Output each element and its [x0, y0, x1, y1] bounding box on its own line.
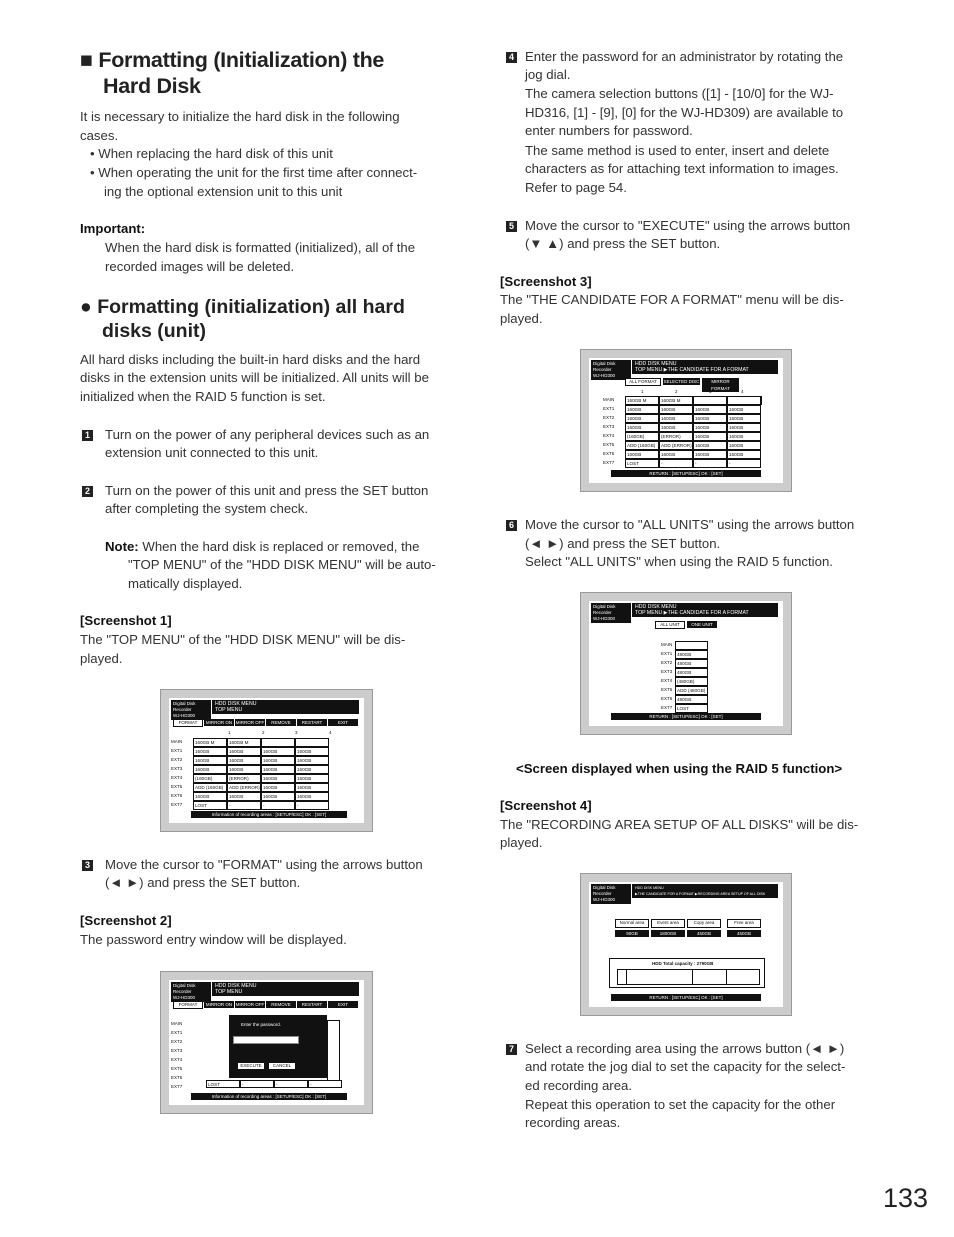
disk-cell[interactable]: (ERROR)	[227, 774, 261, 783]
disk-cell[interactable]	[727, 396, 761, 405]
disk-cell[interactable]: 160GB	[295, 792, 329, 801]
one-unit-tab[interactable]: ONE UNIT	[687, 621, 717, 628]
disk-cell[interactable]: 160GB	[727, 450, 761, 459]
row-label: EXT5	[171, 1066, 183, 1071]
disk-cell[interactable]: -	[693, 459, 727, 468]
row-label: EXT3	[661, 669, 673, 674]
copy-area-value: 450GB	[687, 930, 721, 937]
step-2-line2: after completing the system check.	[105, 501, 309, 516]
step-2-number: 2	[82, 486, 93, 497]
step-3-line1: Move the cursor to "FORMAT" using the arrows button	[105, 857, 423, 872]
row-label: EXT6	[171, 1075, 183, 1080]
restart-button[interactable]: RESTART	[297, 1001, 327, 1008]
disk-cell[interactable]: 160GB M	[193, 738, 227, 747]
screenshot-4-recording-area: Digital Disk Recorder WJ-HD300 HDD DISK MENU ▶THE CANDIDATE FOR A FORMAT ▶RECORDING AREA SETUP OF ALL DISK Normal area Event area Copy area Free area 90GB 1800GB 450GB 450GB HDD Total capacity : 2790GB RETURN : [SETUP/ESC] OK : [SET]	[580, 873, 792, 1016]
screenshot-1-label: [Screenshot 1]	[80, 613, 172, 628]
remove-button[interactable]: REMOVE	[266, 719, 296, 726]
disk-cell[interactable]: 160GB	[625, 414, 659, 423]
row-label: MAIN	[171, 739, 183, 744]
event-area-button[interactable]: Event area	[651, 919, 685, 928]
step-2-line1: Turn on the power of this unit and press the SET button	[105, 483, 429, 498]
step-7-number: 7	[506, 1044, 517, 1055]
exit-button[interactable]: EXIT	[328, 1001, 358, 1008]
disk-cell[interactable]: -	[261, 801, 295, 810]
disk-cell[interactable]: -	[727, 459, 761, 468]
circle-bullet-icon: ●	[80, 296, 92, 318]
step-4-number: 4	[506, 52, 517, 63]
disk-cell[interactable]	[295, 738, 329, 747]
important-line2: recorded images will be deleted.	[105, 259, 295, 274]
unit-cell[interactable]: 480GB	[675, 668, 708, 677]
unit-cell[interactable]: (480GB)	[675, 677, 708, 686]
row-label: EXT5	[603, 442, 615, 447]
row-label: EXT2	[661, 660, 673, 665]
screenshot-4-label: [Screenshot 4]	[500, 798, 592, 813]
row-label: EXT4	[171, 1057, 183, 1062]
unit-cell[interactable]: 480GB	[675, 650, 708, 659]
step-6-number: 6	[506, 520, 517, 531]
disk-cell[interactable]: 160GB	[261, 774, 295, 783]
disk-cell[interactable]: ADD (ERROR)	[229, 785, 260, 790]
disk-cell[interactable]: 160GB	[261, 792, 295, 801]
normal-area-value: 90GB	[615, 930, 649, 937]
section-title: ■ Formatting (Initialization) the	[80, 48, 385, 72]
disk-cell[interactable]: ADD (160GB)	[625, 441, 659, 450]
disk-cell[interactable]: 160GB	[227, 747, 261, 756]
format-button[interactable]: FORMAT	[173, 1001, 203, 1009]
disk-cell[interactable]: 160GB	[727, 423, 761, 432]
row-label: EXT6	[661, 696, 673, 701]
disk-cell[interactable]: 160GB	[227, 756, 261, 765]
disk-cell[interactable]: 160GB	[261, 765, 295, 774]
disk-cell[interactable]: 160GB M	[625, 396, 659, 405]
disk-cell[interactable]	[693, 396, 727, 405]
disk-cell[interactable]	[261, 738, 295, 747]
intro-line1: It is necessary to initialize the hard disk in the following	[80, 109, 400, 124]
row-label: EXT1	[171, 748, 183, 753]
disk-cell[interactable]: 160GB	[295, 774, 329, 783]
disk-cell[interactable]: 160GB	[227, 792, 261, 801]
footer-info: Information of recording areas : [SETUP/ESC] OK : [SET]	[191, 811, 347, 818]
allhd-line2: disks in the extension units will be initialized. All units will be	[80, 370, 429, 385]
row-label: EXT3	[603, 424, 615, 429]
hdd-total-box: HDD Total capacity : 2790GB	[609, 958, 765, 988]
screenshot-3-label: [Screenshot 3]	[500, 274, 592, 289]
disk-cell[interactable]: 160GB	[659, 405, 693, 414]
bullet-1: • When replacing the hard disk of this unit	[90, 146, 333, 161]
return-footer: RETURN : [SETUP/ESC] OK : [SET]	[611, 994, 761, 1001]
note-line2: "TOP MENU" of the "HDD DISK MENU" will be auto-	[128, 557, 436, 572]
disk-cell[interactable]: ADD (ERROR)	[661, 443, 692, 448]
step-3-number: 3	[82, 860, 93, 871]
screenshot-3-candidate: Digital Disk Recorder WJ-HD300 HDD DISK MENU TOP MENU ▶THE CANDIDATE FOR A FORMAT ALL FORMAT SELECTED DISC MIRROR FORMAT 1 2 3 4 RETURN : [SETUP/ESC] OK : [SET] MAIN 160GB M 160GB M EXT1 160GB 160GB 160GB 160GB EXT2 160GB 160GB 160GB 160GB EXT3 160GB 160GB 160GB 160GB EXT4 (160GB) (ERROR) 160GB 160GB EXT5 ADD (160GB) ADD (ERROR) 160GB 160GB EXT6 160GB 160GB 160GB 160GB EXT7 LOST - - -	[580, 349, 792, 492]
disk-cell[interactable]: 160GB	[261, 747, 295, 756]
all-unit-tab[interactable]: ALL UNIT	[655, 621, 685, 629]
disk-cell[interactable]: 160GB	[625, 450, 659, 459]
disk-cell[interactable]: 160GB	[693, 405, 727, 414]
copy-area-button[interactable]: Copy area	[687, 919, 721, 928]
allhd-line1: All hard disks including the built-in hard disks and the hard	[80, 352, 421, 367]
exit-button[interactable]: EXIT	[328, 719, 358, 726]
row-label: MAIN	[603, 397, 615, 402]
mirror-off-button[interactable]: MIRROR OFF	[235, 1002, 265, 1007]
row-label: EXT4	[171, 775, 183, 780]
capacity-bar	[617, 969, 760, 985]
row-label: EXT1	[603, 406, 615, 411]
row-label: EXT7	[661, 705, 673, 710]
raid-caption: <Screen displayed when using the RAID 5 function>	[516, 761, 843, 776]
row-label: EXT3	[171, 766, 183, 771]
row-label: EXT4	[661, 678, 673, 683]
bullet-2-cont: ing the optional extension unit to this unit	[104, 184, 343, 199]
row-label: EXT2	[603, 415, 615, 420]
cancel-button[interactable]: CANCEL	[268, 1062, 296, 1070]
return-footer: RETURN : [SETUP/ESC] OK : [SET]	[611, 470, 761, 477]
password-dialog: Enter the password. EXECUTE CANCEL	[229, 1015, 327, 1078]
disk-cell[interactable]: 160GB	[261, 756, 295, 765]
selected-disc-tab[interactable]: SELECTED DISC	[663, 379, 700, 384]
return-footer: RETURN : [SETUP/ESC] OK : [SET]	[611, 713, 761, 720]
allhd-line3: initialized when the RAID 5 function is set.	[80, 389, 326, 404]
disk-cell[interactable]: 160GB	[693, 423, 727, 432]
screenshot-raid-all-unit: Digital Disk Recorder WJ-HD300 HDD DISK MENU TOP MENU ▶THE CANDIDATE FOR A FORMAT ALL UNIT ONE UNIT RETURN : [SETUP/ESC] OK : [SET] MAIN EXT1 480GB EXT2 480GB EXT3 480GB EXT4 (480GB) EXT5 ADD (480GB) EXT6 480GB EXT7 LOST	[580, 592, 792, 735]
execute-button[interactable]: EXECUTE	[237, 1062, 265, 1070]
row-label: EXT5	[661, 687, 673, 692]
disk-cell[interactable]: 160GB	[693, 450, 727, 459]
row-label: EXT5	[171, 784, 183, 789]
unit-cell[interactable]: 480GB	[675, 695, 708, 704]
disk-cell[interactable]: ADD (160GB)	[193, 783, 227, 792]
step-5-number: 5	[506, 221, 517, 232]
mirror-off-button[interactable]: MIRROR OFF	[235, 720, 265, 725]
disk-cell[interactable]: 160GB	[295, 747, 329, 756]
screenshot-2-desc: The password entry window will be displayed.	[80, 932, 347, 947]
disk-cell[interactable]: 160GB	[193, 747, 227, 756]
event-area-value: 1800GB	[651, 930, 685, 937]
disk-cell[interactable]: 160GB	[295, 765, 329, 774]
password-input[interactable]	[233, 1036, 299, 1044]
section-title-line2: Hard Disk	[103, 74, 201, 98]
disk-cell[interactable]: 160GB	[693, 414, 727, 423]
disk-cell[interactable]: LOST	[625, 459, 659, 468]
disk-cell[interactable]: 160GB	[295, 783, 329, 792]
disk-cell[interactable]: 160GB	[625, 405, 659, 414]
disk-cell[interactable]: 160GB	[295, 756, 329, 765]
step-1-line1: Turn on the power of any peripheral devices such as an	[105, 427, 430, 442]
row-label: EXT1	[171, 1030, 183, 1035]
row-label: MAIN	[171, 1021, 183, 1026]
row-label: EXT7	[171, 1084, 183, 1089]
row-label: EXT4	[603, 433, 615, 438]
disk-cell[interactable]: 160GB	[659, 423, 693, 432]
unit-cell[interactable]	[675, 641, 708, 650]
disk-cell[interactable]: -	[295, 801, 329, 810]
row-label: EXT7	[171, 802, 183, 807]
disk-cell[interactable]: 160GB	[693, 432, 727, 441]
important-line1: When the hard disk is formatted (initialized), all of the	[105, 240, 416, 255]
square-bullet-icon: ■	[80, 48, 93, 72]
screenshot-1-top-menu: Digital Disk Recorder WJ-HD300 HDD DISK MENU TOP MENU FORMAT MIRROR ON MIRROR OFF REMOVE RESTART EXIT 1 2 3 4 Information of recording areas : [SETUP/ESC] OK : [SET] MAIN 160GB M 160GB M EXT1 160GB 160GB 160GB 160GB EXT2 160GB 160GB 160GB 160GB EXT3 160GB 160GB 160GB 160GB EXT4 (160GB) (ERROR) 160GB 160GB EXT5 ADD (160GB) ADD (ERROR) 160GB 160GB EXT6 160GB 160GB 160GB 160GB EXT7 LOST - - -	[160, 689, 373, 832]
disk-cell[interactable]: 160GB M	[227, 738, 261, 747]
disk-cell[interactable]: LOST	[193, 801, 227, 810]
disk-cell[interactable]: 160GB	[693, 441, 727, 450]
disk-cell[interactable]: 160GB	[727, 432, 761, 441]
disk-cell[interactable]: 160GB	[659, 414, 693, 423]
step-3-line2: (◄ ►) and press the SET button.	[105, 875, 301, 890]
free-area-button[interactable]: Free area	[727, 919, 761, 928]
mirror-on-button[interactable]: MIRROR ON	[205, 720, 233, 725]
disk-cell[interactable]: -	[227, 801, 261, 810]
disk-cell[interactable]: 160GB M	[659, 396, 693, 405]
note-line1: Note: When the hard disk is replaced or removed, the	[105, 539, 420, 554]
intro-line2: cases.	[80, 128, 119, 143]
subsection-title-line2: disks (unit)	[102, 320, 207, 342]
disk-cell[interactable]: 160GB	[227, 765, 261, 774]
disk-cell[interactable]: 160GB	[727, 405, 761, 414]
row-label: EXT2	[171, 1039, 183, 1044]
format-button[interactable]: FORMAT	[173, 719, 203, 727]
restart-button[interactable]: RESTART	[297, 719, 327, 726]
all-format-tab[interactable]: ALL FORMAT	[625, 378, 661, 386]
page-number: 133	[882, 1183, 928, 1213]
disk-cell[interactable]: 160GB	[193, 765, 227, 774]
disk-cell[interactable]: 160GB	[727, 414, 761, 423]
row-label: EXT7	[603, 460, 615, 465]
row-label: EXT3	[171, 1048, 183, 1053]
disk-cell[interactable]: 160GB	[261, 783, 295, 792]
disk-cell[interactable]: 160GB	[193, 792, 227, 801]
row-label: EXT1	[661, 651, 673, 656]
normal-area-button[interactable]: Normal area	[615, 919, 649, 928]
mirror-on-button[interactable]: MIRROR ON	[205, 1002, 233, 1007]
remove-button[interactable]: REMOVE	[266, 1001, 296, 1008]
disk-cell[interactable]: -	[659, 459, 693, 468]
free-area-value: 450GB	[727, 930, 761, 937]
row-label: EXT6	[603, 451, 615, 456]
row-label: EXT6	[171, 793, 183, 798]
disk-cell[interactable]: 160GB	[659, 450, 693, 459]
note-line3: matically displayed.	[128, 576, 243, 591]
screenshot-1-desc: The "TOP MENU" of the "HDD DISK MENU" will be dis-	[80, 632, 406, 647]
screenshot-1-desc2: played.	[80, 651, 123, 666]
unit-cell[interactable]: ADD (480GB)	[675, 686, 708, 695]
footer-info: Information of recording areas : [SETUP/ESC] OK : [SET]	[191, 1093, 347, 1100]
step-1-number: 1	[82, 430, 93, 441]
screenshot-2-label: [Screenshot 2]	[80, 913, 172, 928]
unit-cell[interactable]: LOST	[675, 704, 708, 713]
mirror-format-tab[interactable]: MIRROR FORMAT	[702, 378, 739, 392]
bullet-2: • When operating the unit for the first time after connect-	[90, 165, 418, 180]
screenshot-2-password: Digital Disk Recorder WJ-HD300 HDD DISK MENU TOP MENU FORMAT MIRROR ON MIRROR OFF REMOVE RESTART EXIT Enter the password. EXECUTE CANCEL LOST - - - Information of recording areas : [SETUP/ESC] OK : [SET] MAIN EXT1 EXT2 EXT3 EXT4 EXT5 EXT6 EXT7	[160, 971, 373, 1114]
subsection-title: ● Formatting (initialization) all hard	[80, 296, 405, 318]
disk-cell[interactable]: (160GB)	[193, 774, 227, 783]
step-1-line2: extension unit connected to this unit.	[105, 445, 319, 460]
row-label: MAIN	[661, 642, 673, 647]
disk-cell[interactable]: 160GB	[727, 441, 761, 450]
disk-cell[interactable]: 160GB	[193, 756, 227, 765]
unit-cell[interactable]: 480GB	[675, 659, 708, 668]
disk-cell[interactable]: (160GB)	[625, 432, 659, 441]
disk-cell[interactable]: (ERROR)	[659, 432, 693, 441]
disk-cell[interactable]: 160GB	[625, 423, 659, 432]
row-label: EXT2	[171, 757, 183, 762]
important-label: Important:	[80, 221, 146, 236]
